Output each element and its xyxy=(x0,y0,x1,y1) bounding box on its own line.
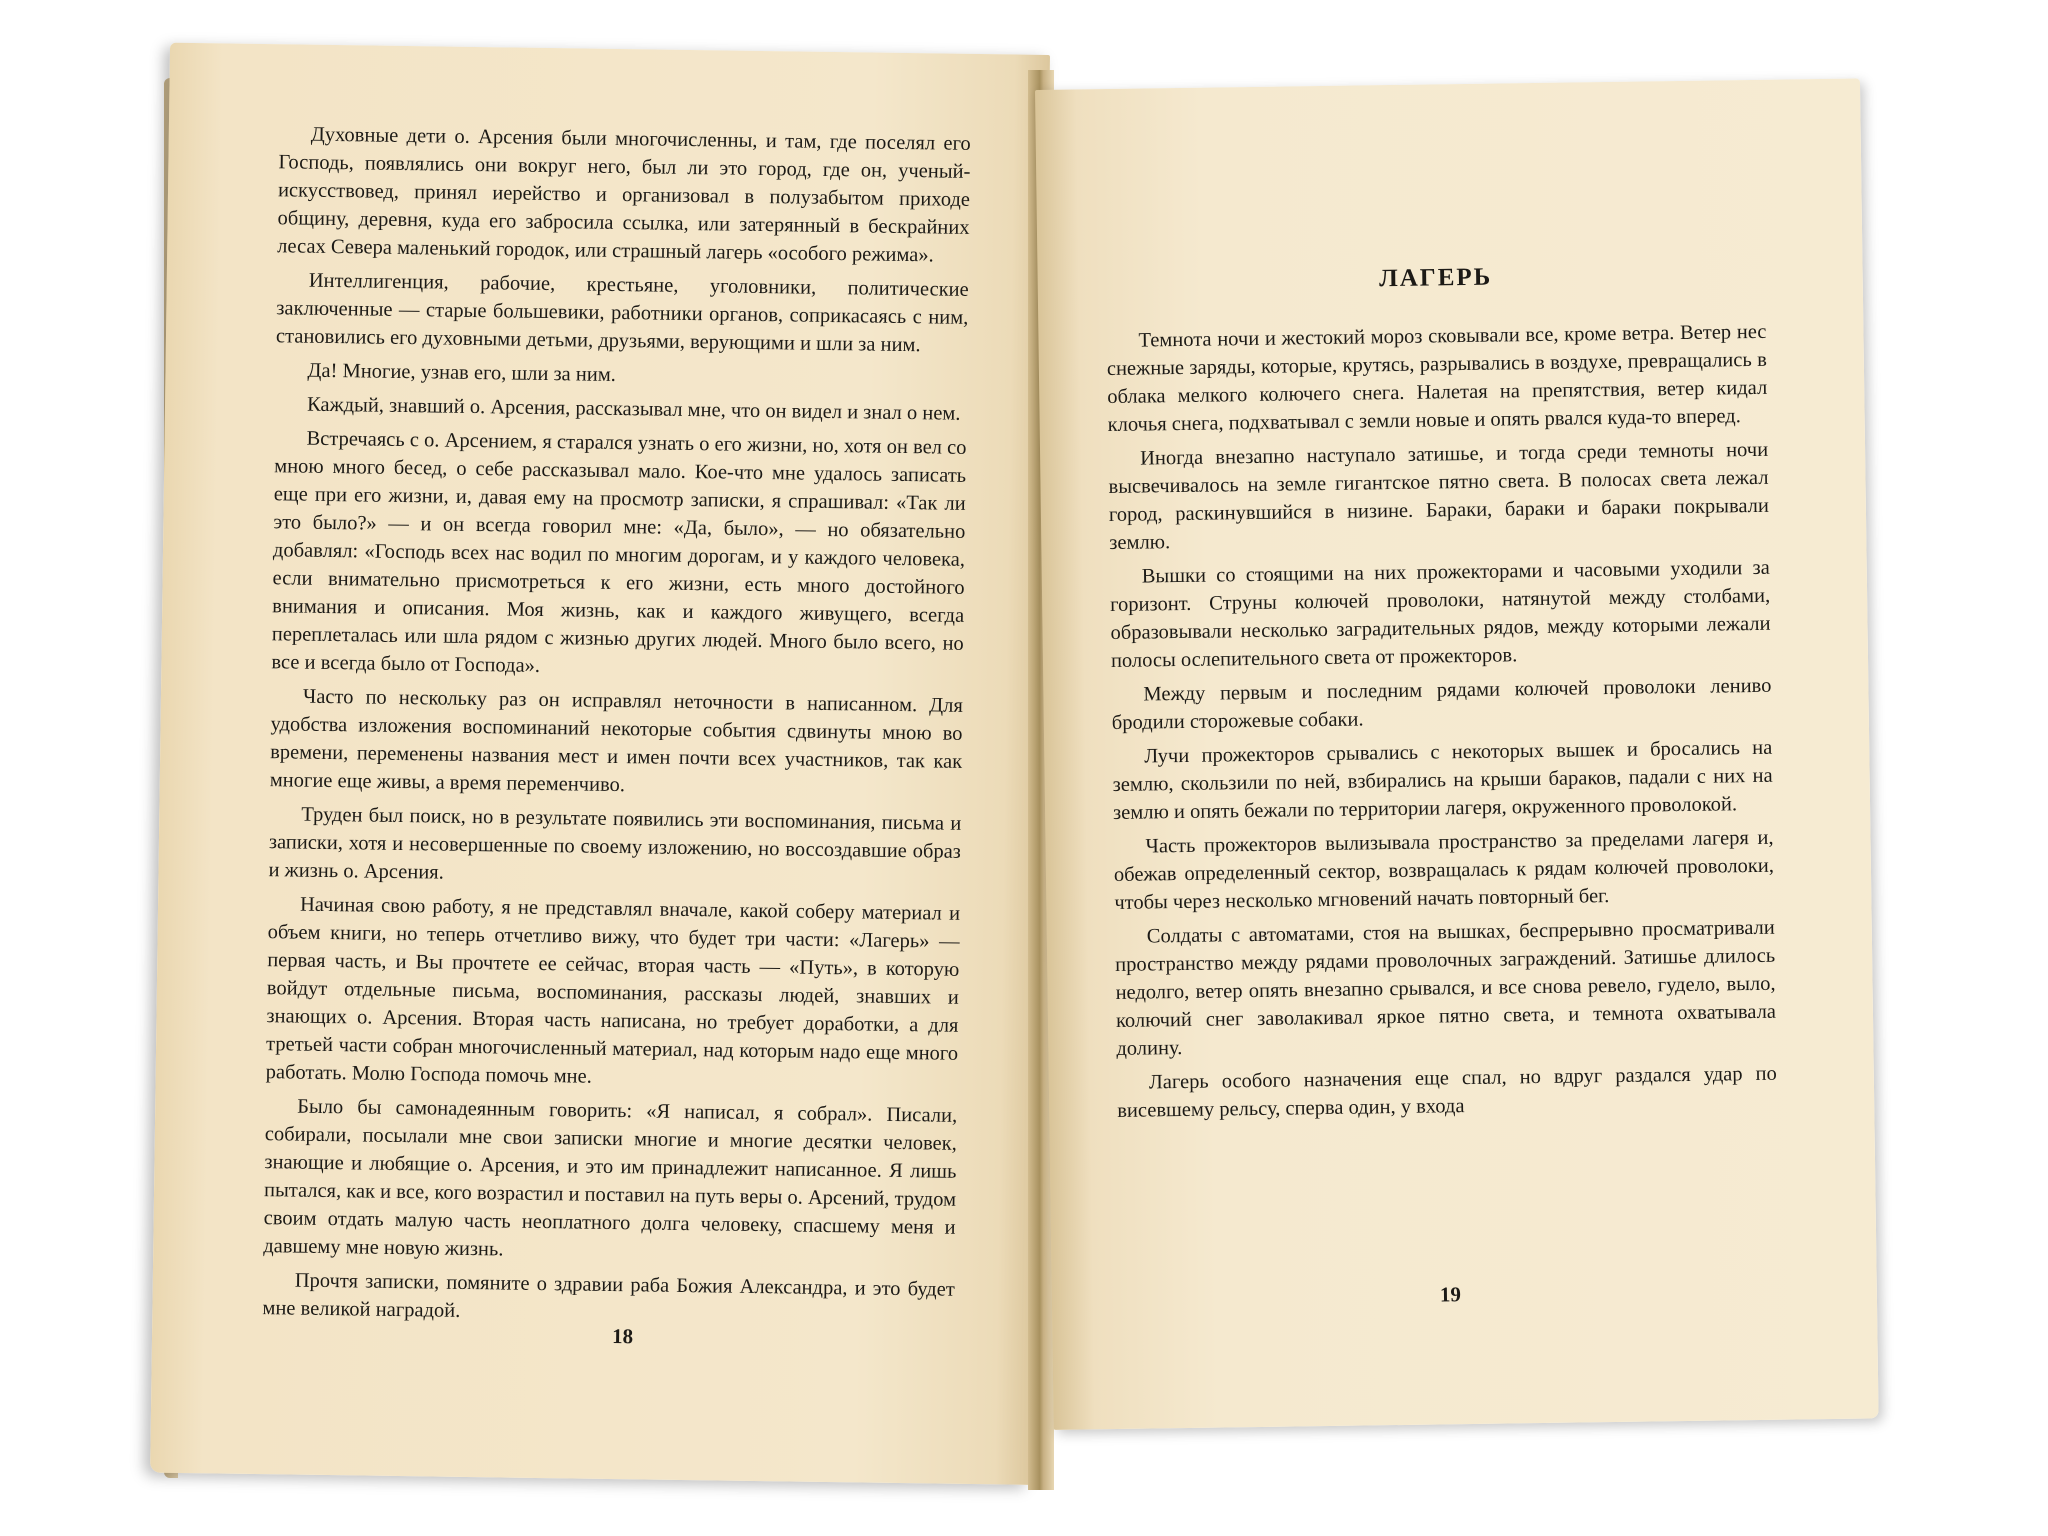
right-paragraph-1: Темнота ночи и жестокий мороз сковывали все, кроме ветра. Ветер нес снежные заряды, которые, крутясь, разрывались в воздухе, превращались в облака мелкого колючего снега. Налетая на препятствия, ветер кидал клочья снега, подхватывал с земли новые и опять рвался куда-то вперед. xyxy=(1106,320,1768,437)
left-paragraph-6: Часто по нескольку раз он исправлял неточности в написанном. Для удобства изложения воспоминаний некоторые события сдвинуты мною во времени, переменены названия мест и имен почти всех участников, так как многие еще живы, а время переменчиво. xyxy=(269,685,964,797)
left-page xyxy=(150,43,1050,1485)
right-paragraph-5: Лучи прожекторов срывались с некоторых вышек и бросались на землю, скользили по ней, взбирались на крыши бараков, падали с них на землю и опять бежали по территории лагеря, окруженного проволокой. xyxy=(1112,736,1773,824)
left-paragraph-1: Духовные дети о. Арсения были многочисленны, и там, где поселял его Господь, появлялись они вокруг него, был ли это город, где он, ученый-искусствовед, принял иерейство и организовал в полузабытом приходе общину, деревня, куда его забросила ссылка, или затерянный в бескрайних лесах Севера маленький городок, или страшный лагерь «особого режима». xyxy=(277,123,971,267)
left-paragraph-7: Труден был поиск, но в результате появились эти воспоминания, письма и записки, хотя и несовершенные по своему изложению, но воссоздавшие образ и жизнь о. Арсения. xyxy=(268,803,962,884)
left-paragraph-4: Каждый, знавший о. Арсения, рассказывал мне, что он видел и знал о нем. xyxy=(306,393,961,425)
left-paragraph-9: Было бы самонадеянным говорить: «Я написал, я собрал». Писали, собирали, посылали мне свои записки многие и многие десятки человек, знающие и любящие о. Арсения, и это им принадлежит написанное. Я лишь пытался, как и все, кого возрастил и поставил на путь веры о. Арсений, трудом своим отдать малую часть неоплатного долга человеку, спасшему меня и давшему мне новую жизнь. xyxy=(263,1095,958,1261)
chapter-title: ЛАГЕРЬ xyxy=(1378,263,1493,293)
right-page xyxy=(1035,78,1879,1429)
right-paragraph-4: Между первым и последним рядами колючей проволоки лениво бродили сторожевые собаки. xyxy=(1111,674,1772,734)
right-page-text xyxy=(1106,318,1777,1131)
left-page-text xyxy=(262,120,971,1338)
left-page-number: 18 xyxy=(611,1324,634,1349)
left-paragraph-3: Да! Многие, узнав его, шли за ним. xyxy=(307,359,617,386)
right-page-number: 19 xyxy=(1439,1282,1462,1307)
right-paragraph-6: Часть прожекторов вылизывала пространство за пределами лагеря и, обежав определенный сектор, возвращалась к рядам колючей проволоки, чтобы через несколько мгновений начать повторный бег. xyxy=(1113,826,1775,914)
right-paragraph-8: Лагерь особого назначения еще спал, но вдруг раздался удар по висевшему рельсу, сперва один, у входа xyxy=(1117,1062,1777,1122)
left-paragraph-8: Начиная свою работу, я не представлял вначале, какой соберу материал и объем книги, но теперь отчетливо вижу, что будет три части: «Лагерь» — первая часть, и Вы прочтете ее сейчас, вторая часть — «Путь», в которую войдут отдельные письма, воспоминания, рассказы людей, знавших и знающих о. Арсения. Вторая часть написана, но требует доработки, а для третьей части собран многочисленный материал, над которым надо еще много работать. Молю Господа помочь мне. xyxy=(265,893,961,1088)
left-paragraph-2: Интеллигенция, рабочие, крестьяне, уголовники, политические заключенные — старые большевики, работники органов, соприкасаясь с ним, становились его духовными детьми, друзьями, верующими и шли за ним. xyxy=(275,269,969,357)
left-paragraph-5: Встречаясь с о. Арсением, я старался узнать о его жизни, но, хотя он вел со мною много бесед, о себе рассказывал мало. Кое-что мне удалось записать еще при его жизни, и, давая ему на просмотр записки, я спрашивал: «Так ли это было?» — и он всегда говорил мне: «Да, было», — но обязательно добавлял: «Господь всех нас водил по многим дорогам, и у каждого человека, если внимательно присмотреться к его жизни, есть много достойного внимания и описания. Моя жизнь, как и каждого живущего, всегда переплеталась или шла рядом с жизнью других людей. Много было всего, но все и всегда было от Господа». xyxy=(271,427,967,677)
right-paragraph-7: Солдаты с автоматами, стоя на вышках, беспрерывно просматривали пространство между рядами проволочных заграждений. Затишье длилось недолго, ветер опять внезапно срывался, и все снова ревело, гудело, выло, колючий снег заволакивал яркое пятно света, и темнота охватывала долину. xyxy=(1115,916,1777,1060)
left-paragraph-10: Прочтя записки, помяните о здравии раба Божия Александра, и это будет мне великой наградой. xyxy=(262,1269,955,1322)
right-paragraph-2: Иногда внезапно наступало затишье, и тогда среди темноты ночи высвечивалось на земле гигантское пятно света. В полосах света лежал город, раскинувшийся в низине. Бараки, бараки и бараки покрывали землю. xyxy=(1108,438,1770,555)
right-paragraph-3: Вышки со стоящими на них прожекторами и часовыми уходили за горизонт. Струны колючей проволоки, натянутой между столбами, образовывали несколько заградительных рядов, между которыми лежали полосы ослепительного света от прожекторов. xyxy=(1110,556,1771,672)
